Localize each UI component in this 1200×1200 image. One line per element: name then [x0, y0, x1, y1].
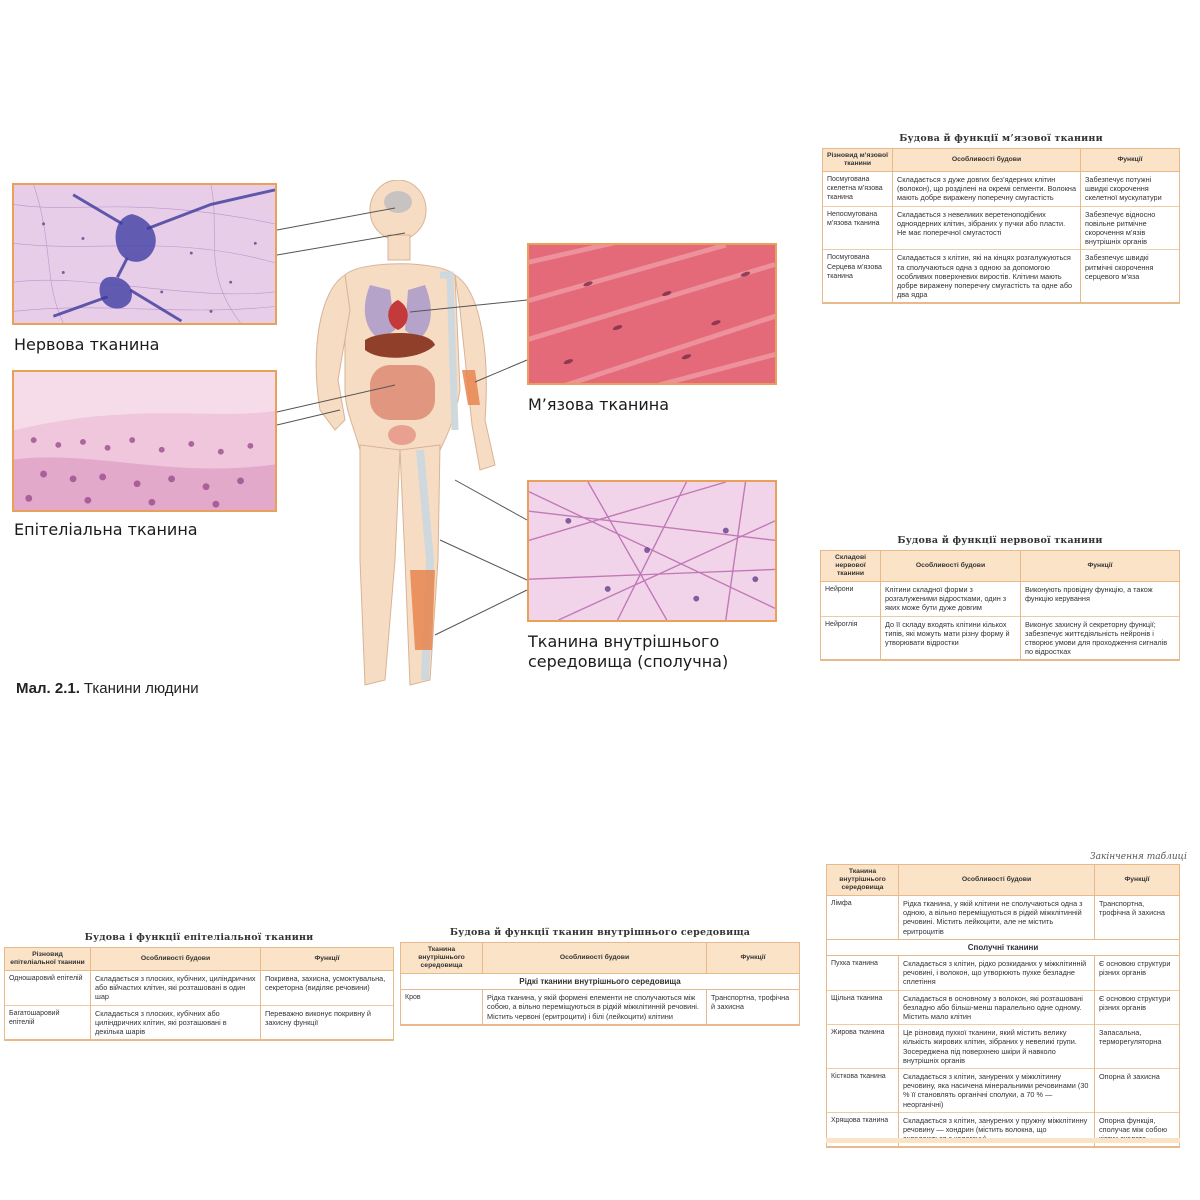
table-cell: Опорна функція, сполучає між собою — [1095, 1112, 1180, 1147]
muscle-tissue-table-block — [822, 133, 1180, 304]
table-header-cell: Складові нервової тканини — [821, 551, 881, 582]
table-cell: Нейрони — [821, 582, 881, 617]
table-cell: Забезпечує швидкі ритмічні скорочення серцевого м’яза — [1081, 250, 1180, 304]
table-row — [827, 990, 1180, 1025]
table-cell: Багатошаровий епітелій — [5, 1005, 91, 1040]
table-header-cell: Функції — [1095, 865, 1180, 896]
table-header-cell: Функції — [1081, 149, 1180, 172]
table-row — [827, 1069, 1180, 1113]
internal-environment-table-block — [400, 927, 800, 1026]
table-row — [5, 1005, 394, 1040]
table-header-cell: Функції — [1021, 551, 1180, 582]
table-cell: До її складу входять клітини кількох типів, які можуть мати різну форму й утворювати відростки — [881, 616, 1021, 660]
continued-internal-table — [826, 864, 1180, 1148]
table-subheader: Рідкі тканини внутрішнього середовища — [401, 974, 800, 990]
table-cell: Транспортна, трофічна й захисна — [1095, 896, 1180, 940]
table-row — [827, 1025, 1180, 1069]
nervous-tissue-micrograph — [12, 183, 277, 325]
table-cell: Рідка тканина, у якій клітини не сполучаються одна з одною, а вільно переміщуються в рідкій міжклітинній речовині. Містить лейкоцити, але не містить еритроцитів — [899, 896, 1095, 940]
table-header-cell: Тканина внутрішнього середовища — [827, 865, 899, 896]
table-cell: Хрящова тканина — [827, 1112, 899, 1147]
connective-tissue-label: Тканина внутрішнього середовища (сполучна) — [528, 632, 729, 671]
table-subheader-row — [401, 974, 800, 990]
table-cell: Забезпечує потужні швидкі скорочення скелетної мускулатури — [1081, 172, 1180, 207]
table-cell: Непосмугована м’язова тканина — [823, 206, 893, 250]
table-header-cell: Тканина внутрішнього середовища — [401, 943, 483, 974]
table-cell: Опорна й захисна — [1095, 1069, 1180, 1113]
table-cell: Забезпечує відносно повільне ритмічне скорочення м’язів внутрішніх органів — [1081, 206, 1180, 250]
table-cell: Жирова тканина — [827, 1025, 899, 1069]
table-cell: Кісткова тканина — [827, 1069, 899, 1113]
muscle-tissue-label: М’язова тканина — [528, 395, 670, 414]
epithelial-tissue-micrograph — [12, 370, 277, 512]
table-cell: Складається з клітин, занурених у пружну міжклітинну речовину — хондрин (містить волокна, що — [899, 1112, 1095, 1147]
nerve-table-title: Будова й функції нервової тканини — [897, 535, 1103, 546]
figure-caption-text: Тканини людини — [83, 680, 199, 697]
page-bottom-band — [826, 1138, 1180, 1143]
table-cell: Щільна тканина — [827, 990, 899, 1025]
table-cell: Запасальна, терморегуляторна — [1095, 1025, 1180, 1069]
continued-table-block — [826, 864, 1180, 1148]
table-row — [821, 582, 1180, 617]
table-header-cell: Різновид м’язової тканини — [823, 149, 893, 172]
table-cell: Лімфа — [827, 896, 899, 940]
table-header-cell: Особливості будови — [899, 865, 1095, 896]
table-row — [827, 956, 1180, 991]
table-row — [821, 616, 1180, 660]
human-body-illustration — [290, 180, 520, 700]
table-cell: Складається в основному з волокон, які розташовані безладно або більш-менш паралельно одне одному. Містить мало клітин — [899, 990, 1095, 1025]
table-cell: Переважно виконує покривну й захисну функції — [261, 1005, 394, 1040]
table-cell: Нейроглія — [821, 616, 881, 660]
table-header-cell: Функції — [707, 943, 800, 974]
table-subheader: Сполучні тканини — [827, 939, 1180, 955]
table-cell: Покривна, захисна, усмоктувальна, секреторна (виділяє речовини) — [261, 971, 394, 1006]
table-cell: Пухка тканина — [827, 956, 899, 991]
table-row — [823, 206, 1180, 250]
internal-environment-table — [400, 942, 800, 1026]
table-cell: Є основою структури різних органів — [1095, 956, 1180, 991]
muscle-table-title: Будова й функції м’язової тканини — [899, 133, 1103, 144]
table-row — [401, 990, 800, 1025]
table-header-cell: Функції — [261, 948, 394, 971]
table-row — [823, 250, 1180, 304]
table-cell: Це різновид пухкої тканини, який містить велику кількість жирових клітин, зібраних у невеликі групи. Зосереджена під поверхнею шкіри й навколо внутрішніх органів — [899, 1025, 1095, 1069]
table-row — [5, 971, 394, 1006]
table-cell: Виконує захисну й секреторну функції; забезпечує життєдіяльність нейронів і створює умови для проходження сигналів по відростках — [1021, 616, 1180, 660]
nervous-tissue-label: Нервова тканина — [14, 335, 160, 354]
table-header-cell: Особливості будови — [893, 149, 1081, 172]
table-header-cell: Особливості будови — [91, 948, 261, 971]
nerve-tissue-table — [820, 550, 1180, 661]
table-cell: Транспортна, трофічна й захисна — [707, 990, 800, 1025]
table-header-cell: Особливості будови — [881, 551, 1021, 582]
table-cell: Посмугована Серцева м’язова тканина — [823, 250, 893, 304]
table-cell: Складається з плоских, кубічних або циліндричних клітин, які розташовані в декілька шарів — [91, 1005, 261, 1040]
epithelial-tissue-table-block — [4, 932, 394, 1041]
table-cell: Складається з дуже довгих без’ядерних клітин (волокон), що розділені на окремі сегменти. Волокна мають добре виражену поперечну смугастість — [893, 172, 1081, 207]
epithelial-tissue-label: Епітеліальна тканина — [14, 520, 198, 539]
table-cell: Складається з клітин, занурених у міжклітинну речовину, яка насичена мінеральними речовинами (30 % її становлять органічні сполуки, а 70 % — неорганічні) — [899, 1069, 1095, 1113]
epithelial-tissue-table — [4, 947, 394, 1041]
connective-tissue-micrograph — [527, 480, 777, 622]
table-cell: Одношаровий епітелій — [5, 971, 91, 1006]
table-cell: Складається з плоских, кубічних, циліндричних або війчастих клітин, які розташовані в один шар — [91, 971, 261, 1006]
table-cell: Складається з клітин, які на кінцях розгалужуються та сполучаються одна з одною за допомогою особливих поверхневих виростів. Клітини мають добре виражену поперечну смугастість та одне або два ядра — [893, 250, 1081, 304]
table-cell: Клітини складної форми з розгалуженими відростками, один з яких може бути дуже довгим — [881, 582, 1021, 617]
table-cell: Виконують провідну функцію, а також функцію керування — [1021, 582, 1180, 617]
table-cell: Рідка тканина, у якій формені елементи не сполучаються між собою, а вільно переміщуються в рідкій міжклітинній речовині. Містить червоні (еритроцити) і білі (лейкоцити) клітини — [483, 990, 707, 1025]
table-continuation-note: Закінчення таблиці — [1090, 852, 1187, 862]
table-cell: Складається з невеликих веретеноподібних одноядерних клітин, зібраних у пучки або пласти. Не має поперечної смугастості — [893, 206, 1081, 250]
epithelial-table-title: Будова і функції епітеліальної тканини — [84, 932, 314, 943]
figure-caption-number: Мал. 2.1. — [16, 680, 80, 697]
table-subheader-row — [827, 939, 1180, 955]
internal-table-title: Будова й функції тканин внутрішнього середовища — [449, 927, 751, 938]
muscle-tissue-table — [822, 148, 1180, 304]
figure-caption — [16, 680, 199, 697]
table-row — [827, 896, 1180, 940]
table-cell: Посмугована скелетна м’язова тканина — [823, 172, 893, 207]
table-cell: Кров — [401, 990, 483, 1025]
table-row — [823, 172, 1180, 207]
muscle-tissue-micrograph — [527, 243, 777, 385]
nerve-tissue-table-block — [820, 535, 1180, 661]
table-header-cell: Різновид епітеліальної тканини — [5, 948, 91, 971]
table-header-cell: Особливості будови — [483, 943, 707, 974]
table-cell: Складається з клітин, рідко розкиданих у міжклітинній речовині, і волокон, що утворюють пухке безладне сплетіння — [899, 956, 1095, 991]
table-cell: Є основою структури різних органів — [1095, 990, 1180, 1025]
